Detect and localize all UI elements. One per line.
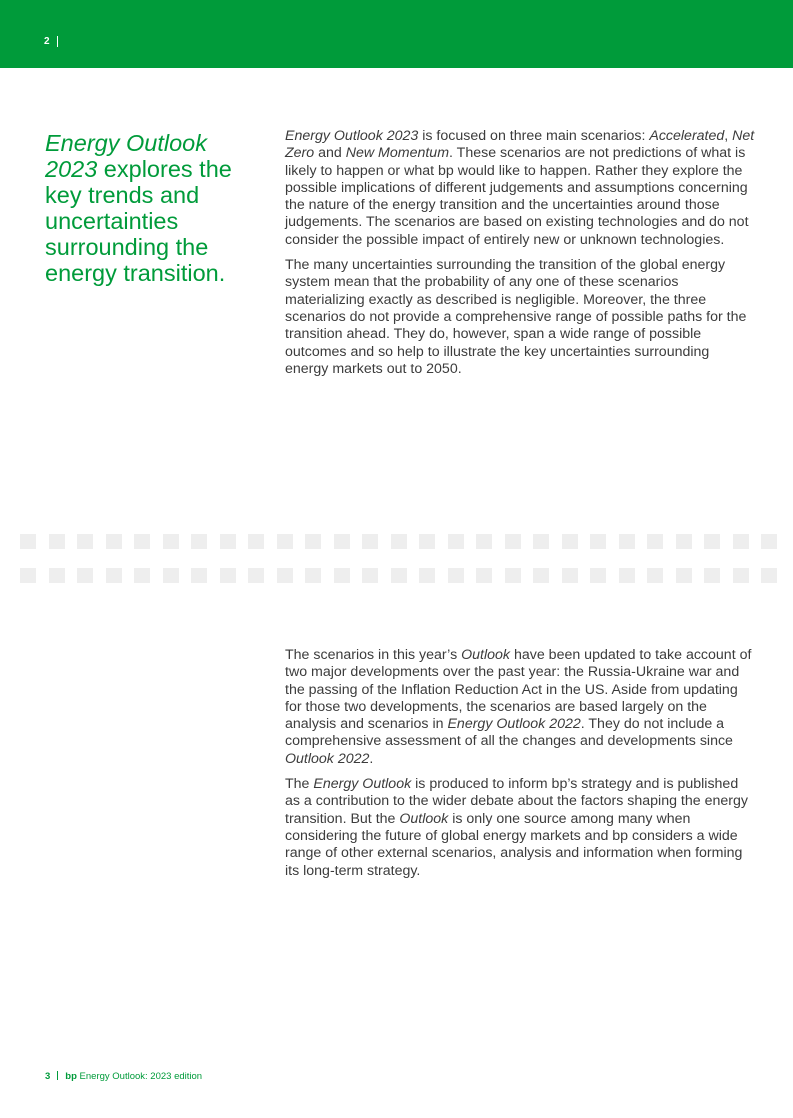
decorative-square: [106, 568, 122, 583]
decorative-square: [448, 534, 464, 549]
decorative-square: [220, 534, 236, 549]
decorative-square: [505, 534, 521, 549]
decorative-square: [676, 534, 692, 549]
header-page-number: 2: [44, 36, 50, 47]
text-run: . These scenarios are not predictions of what is likely to happen or what bp would like to happen. Rather they explore the possible implications of different judgements and assumptions concerning the nature of the energy transition and the uncertainties around those judgements. The scenarios are based on existing technologies and do not consider the possible impact of entirely new or unknown technologies.: [285, 145, 749, 248]
decorative-square: [619, 534, 635, 549]
footer-brand: bp: [65, 1071, 77, 1082]
text-run: have been updated to take account of two major developments over the past year: the Russia-Ukraine war and the passing of the Inflation Reduction Act in the US. Aside from updating for those two developments, the scenarios are based largely on the analysis and scenarios in: [285, 647, 752, 733]
headline-rest: explores the key trends and uncertainties surrounding the energy transition.: [45, 156, 232, 286]
text-run: is produced to inform bp’s strategy and is published as a contribution to the wider debate about the factors shaping the energy transition. But the: [285, 776, 748, 827]
text-run: Net Zero: [285, 128, 755, 162]
decorative-square: [20, 534, 36, 549]
decorative-square: [106, 534, 122, 549]
decorative-square: [704, 568, 720, 583]
decorative-square: [562, 534, 578, 549]
decorative-square: [134, 568, 150, 583]
decorative-square: [163, 568, 179, 583]
decorative-square: [277, 534, 293, 549]
decorative-square: [419, 568, 435, 583]
text-run: Outlook: [461, 647, 511, 663]
text-run: is only one source among many when considering the future of global energy markets and bp considers a wide range of other external scenarios, analysis and information when forming its long-term strategy.: [285, 810, 743, 879]
decorative-square: [334, 534, 350, 549]
text-run: Outlook: [399, 810, 449, 827]
decorative-square: [647, 568, 663, 583]
decorative-square: [590, 568, 606, 583]
text-run: . They do not include a comprehensive assessment of all the changes and developments since: [285, 716, 733, 750]
decorative-square: [191, 568, 207, 583]
decorative-square: [362, 568, 378, 583]
decorative-square: [134, 534, 150, 549]
intro-paragraph-2: [285, 257, 755, 378]
text-run: Accelerated: [649, 128, 725, 144]
headline-italic: Energy Outlook 2023: [45, 130, 207, 182]
decorative-square: [163, 534, 179, 549]
decorative-square: [533, 568, 549, 583]
text-run: Outlook 2022: [285, 750, 370, 767]
decorative-square: [220, 568, 236, 583]
header-bar: [0, 0, 793, 68]
decorative-square: [676, 568, 692, 583]
footer-title: Energy Outlook: 2023 edition: [79, 1071, 203, 1082]
decorative-square: [248, 534, 264, 549]
decorative-square: [77, 568, 93, 583]
decorative-square: [647, 534, 663, 549]
decorative-square: [49, 568, 65, 583]
text-run: Energy Outlook 2023: [285, 128, 419, 144]
decorative-square: [590, 534, 606, 549]
decorative-square: [277, 568, 293, 583]
text-run: is focused on three main scenarios:: [418, 128, 650, 144]
footer-divider: [57, 1071, 58, 1080]
decorative-square: [619, 568, 635, 583]
decorative-square: [334, 568, 350, 583]
decorative-square: [733, 568, 749, 583]
decorative-square: [533, 534, 549, 549]
decorative-square: [391, 568, 407, 583]
headline: [45, 130, 245, 286]
decorative-square: [77, 534, 93, 549]
text-run: The many uncertainties surrounding the transition of the global energy system mean that the probability of any one of these scenarios materializing exactly as described is negligible. Moreover, the three scenarios do not provide a comprehensive range of possible paths for the transition ahead. They do, however, span a wide range of possible outcomes and so help to illustrate the key uncertainties surrounding energy markets out to 2050.: [285, 257, 747, 377]
update-paragraph-1: [285, 647, 755, 768]
decorative-dot-row-1: [0, 534, 793, 549]
footer: [45, 1071, 202, 1082]
decorative-square: [20, 568, 36, 583]
update-paragraph-2: [285, 776, 755, 880]
update-column: [285, 647, 755, 888]
text-run: New Momentum: [345, 145, 450, 162]
text-run: and: [314, 145, 346, 162]
decorative-square: [419, 534, 435, 549]
decorative-square: [761, 534, 777, 549]
decorative-square: [761, 568, 777, 583]
header-divider: [57, 36, 58, 47]
text-run: The: [285, 776, 314, 793]
decorative-square: [505, 568, 521, 583]
decorative-square: [704, 534, 720, 549]
text-run: ,: [724, 128, 733, 144]
decorative-square: [305, 534, 321, 549]
intro-paragraph-1: [285, 128, 755, 249]
decorative-square: [448, 568, 464, 583]
decorative-square: [476, 534, 492, 549]
decorative-dot-row-2: [0, 568, 793, 583]
decorative-square: [191, 534, 207, 549]
decorative-square: [49, 534, 65, 549]
decorative-square: [476, 568, 492, 583]
text-run: Energy Outlook: [313, 776, 412, 793]
text-run: Energy Outlook 2022: [447, 716, 581, 733]
decorative-square: [248, 568, 264, 583]
intro-column: [285, 128, 755, 386]
text-run: The scenarios in this year’s: [285, 647, 462, 663]
decorative-square: [733, 534, 749, 549]
decorative-square: [362, 534, 378, 549]
text-run: .: [369, 750, 374, 767]
decorative-square: [562, 568, 578, 583]
footer-page-number: 3: [45, 1071, 51, 1082]
decorative-square: [305, 568, 321, 583]
decorative-square: [391, 534, 407, 549]
